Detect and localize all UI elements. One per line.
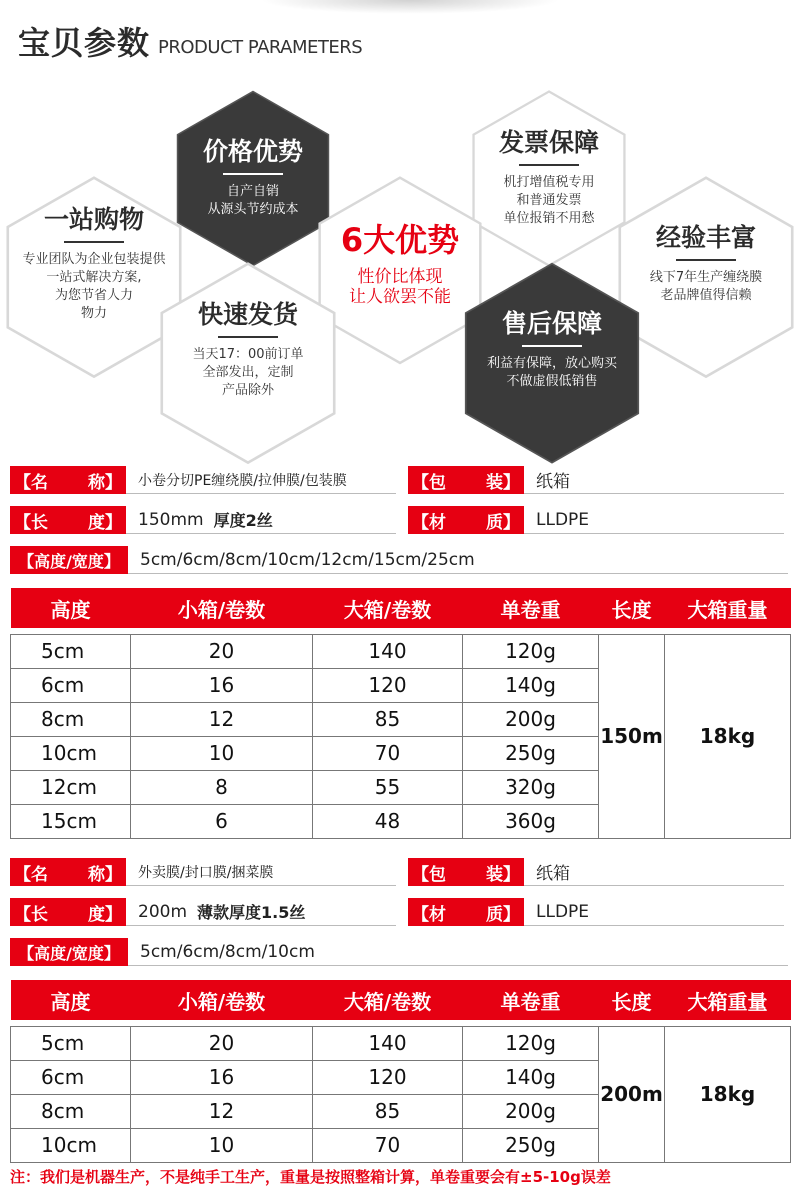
hex-line: 为您节省人力 [54, 288, 133, 303]
divider [519, 164, 579, 166]
pack-tag [408, 466, 524, 494]
col-header-height: 高度 [11, 980, 131, 1020]
hex-title: 6大优势 [340, 221, 460, 259]
hex-center-six-advantages [318, 176, 482, 352]
cell-small-box: 12 [131, 1094, 313, 1128]
hex-invoice [472, 90, 626, 266]
length-tag [10, 898, 126, 926]
divider [676, 259, 736, 261]
material-tag [408, 898, 524, 926]
divider [64, 241, 124, 243]
hex-price [176, 90, 330, 266]
hex-line: 让人欲罢不能 [349, 287, 451, 307]
col-header-big-box: 大箱/卷数 [313, 588, 463, 628]
cell-roll-weight: 200g [463, 1094, 599, 1128]
spec-table-1 [10, 588, 791, 839]
hex-line: 一站式解决方案, [46, 270, 142, 285]
col-header-height: 高度 [11, 588, 131, 628]
thickness-text: 薄款厚度1.5丝 [197, 903, 306, 922]
hex-line: 和普通发票 [516, 193, 582, 208]
hex-title: 发票保障 [498, 128, 599, 157]
length-text: 200m [138, 901, 188, 922]
cell-roll-weight: 140g [463, 1060, 599, 1094]
hex-aftersale [464, 262, 640, 438]
cell-big-box: 70 [313, 1128, 463, 1162]
table-row [11, 1026, 791, 1060]
length-tag [10, 506, 126, 534]
cell-big-box: 120 [313, 668, 463, 702]
cell-big-box: 48 [313, 804, 463, 838]
col-header-big-box: 大箱/卷数 [313, 980, 463, 1020]
hex-experience [618, 176, 794, 352]
hex-line: 自产自销 [226, 184, 279, 199]
cell-roll-weight: 360g [463, 804, 599, 838]
cell-small-box: 20 [131, 634, 313, 668]
cell-roll-weight: 140g [463, 668, 599, 702]
hex-title: 售后保障 [501, 309, 602, 338]
hex-line: 物力 [80, 306, 107, 321]
tag-part: 质】 [486, 512, 520, 533]
cell-small-box: 10 [131, 1128, 313, 1162]
cell-length: 150m [599, 634, 665, 838]
cell-big-box: 70 [313, 736, 463, 770]
cell-height: 8cm [11, 702, 131, 736]
hex-line: 机打增值税专用 [503, 175, 595, 190]
page-title: 宝贝参数 [18, 24, 151, 62]
tag-part: 度】 [88, 512, 122, 533]
pack-value: 纸箱 [524, 858, 784, 886]
cell-height: 10cm [11, 1128, 131, 1162]
advantages-hexagons [0, 80, 800, 440]
cell-height: 15cm [11, 804, 131, 838]
cell-height: 8cm [11, 1094, 131, 1128]
hex-line: 从源头节约成本 [207, 202, 299, 217]
cell-height: 12cm [11, 770, 131, 804]
cell-big-box: 120 [313, 1060, 463, 1094]
col-header-roll-weight: 单卷重 [463, 588, 599, 628]
length-text: 150mm [138, 509, 204, 530]
page-header [18, 14, 362, 64]
cell-small-box: 20 [131, 1026, 313, 1060]
hex-line: 产品除外 [221, 383, 274, 398]
col-header-box-weight: 大箱重量 [665, 980, 791, 1020]
cell-small-box: 6 [131, 804, 313, 838]
cell-big-box: 140 [313, 634, 463, 668]
hex-line: 性价比体现 [357, 267, 443, 287]
hex-title: 价格优势 [202, 137, 303, 166]
hex-line: 利益有保障，放心购买 [486, 356, 617, 371]
col-header-small-box: 小箱/卷数 [131, 980, 313, 1020]
cell-roll-weight: 200g [463, 702, 599, 736]
cell-height: 5cm [11, 634, 131, 668]
pack-value: 纸箱 [524, 466, 784, 494]
tag-part: 【包 [412, 864, 446, 885]
material-value: LLDPE [524, 898, 784, 926]
cell-small-box: 16 [131, 1060, 313, 1094]
divider [522, 345, 582, 347]
thickness-text: 厚度2丝 [213, 511, 273, 530]
hex-title: 一站购物 [43, 205, 144, 234]
cell-height: 6cm [11, 668, 131, 702]
tag-part: 【长 [14, 512, 48, 533]
length-value [126, 898, 396, 926]
cell-height: 5cm [11, 1026, 131, 1060]
hex-onestop [6, 176, 182, 352]
hex-line: 老品牌值得信赖 [660, 288, 752, 303]
page-subtitle: PRODUCT PARAMETERS [158, 37, 363, 58]
size-tag: 【高度/宽度】 [10, 546, 128, 574]
cell-roll-weight: 120g [463, 634, 599, 668]
divider [218, 336, 278, 338]
hex-line: 线下7年生产缠绕膜 [649, 270, 763, 285]
table-row [11, 634, 791, 668]
cell-roll-weight: 320g [463, 770, 599, 804]
tag-part: 装】 [486, 472, 520, 493]
tag-part: 称】 [88, 864, 122, 885]
tag-part: 【名 [14, 864, 48, 885]
cell-big-box: 55 [313, 770, 463, 804]
cell-roll-weight: 250g [463, 736, 599, 770]
cell-box-weight: 18kg [665, 634, 791, 838]
col-header-roll-weight: 单卷重 [463, 980, 599, 1020]
tag-part: 【材 [412, 512, 446, 533]
top-shadow [260, 0, 560, 14]
hex-line: 单位报销不用愁 [503, 211, 595, 226]
name-value: 小卷分切PE缠绕膜/拉伸膜/包装膜 [126, 466, 396, 494]
hex-line: 全部发出，定制 [202, 365, 294, 380]
cell-small-box: 16 [131, 668, 313, 702]
tag-part: 【包 [412, 472, 446, 493]
cell-small-box: 10 [131, 736, 313, 770]
hex-title: 经验丰富 [655, 223, 756, 252]
cell-box-weight: 18kg [665, 1026, 791, 1162]
col-header-length: 长度 [599, 980, 665, 1020]
cell-length: 200m [599, 1026, 665, 1162]
hex-shipping [160, 262, 336, 438]
cell-roll-weight: 250g [463, 1128, 599, 1162]
cell-height: 10cm [11, 736, 131, 770]
spec-table-2 [10, 980, 791, 1163]
tag-part: 【长 [14, 904, 48, 925]
cell-big-box: 85 [313, 1094, 463, 1128]
hex-line: 当天17：00前订单 [192, 347, 304, 362]
divider [223, 173, 283, 175]
material-value: LLDPE [524, 506, 784, 534]
tag-part: 【名 [14, 472, 48, 493]
material-tag [408, 506, 524, 534]
length-value [126, 506, 396, 534]
footer-note: 注：我们是机器生产，不是纯手工生产，重量是按照整箱计算，单卷重要会有±5-10g误差 [10, 1168, 611, 1186]
cell-small-box: 8 [131, 770, 313, 804]
cell-big-box: 140 [313, 1026, 463, 1060]
cell-height: 6cm [11, 1060, 131, 1094]
tag-part: 【材 [412, 904, 446, 925]
tag-part: 装】 [486, 864, 520, 885]
size-value: 5cm/6cm/8cm/10cm/12cm/15cm/25cm [128, 546, 788, 574]
tag-part: 称】 [88, 472, 122, 493]
col-header-length: 长度 [599, 588, 665, 628]
size-value: 5cm/6cm/8cm/10cm [128, 938, 788, 966]
cell-roll-weight: 120g [463, 1026, 599, 1060]
cell-small-box: 12 [131, 702, 313, 736]
col-header-small-box: 小箱/卷数 [131, 588, 313, 628]
cell-big-box: 85 [313, 702, 463, 736]
col-header-box-weight: 大箱重量 [665, 588, 791, 628]
name-value: 外卖膜/封口膜/捆菜膜 [126, 858, 396, 886]
tag-part: 质】 [486, 904, 520, 925]
hex-line: 不做虚假低销售 [506, 374, 598, 389]
hex-line: 专业团队为企业包装提供 [22, 252, 166, 267]
pack-tag [408, 858, 524, 886]
hex-title: 快速发货 [197, 300, 298, 329]
size-tag: 【高度/宽度】 [10, 938, 128, 966]
tag-part: 度】 [88, 904, 122, 925]
name-tag [10, 466, 126, 494]
name-tag [10, 858, 126, 886]
